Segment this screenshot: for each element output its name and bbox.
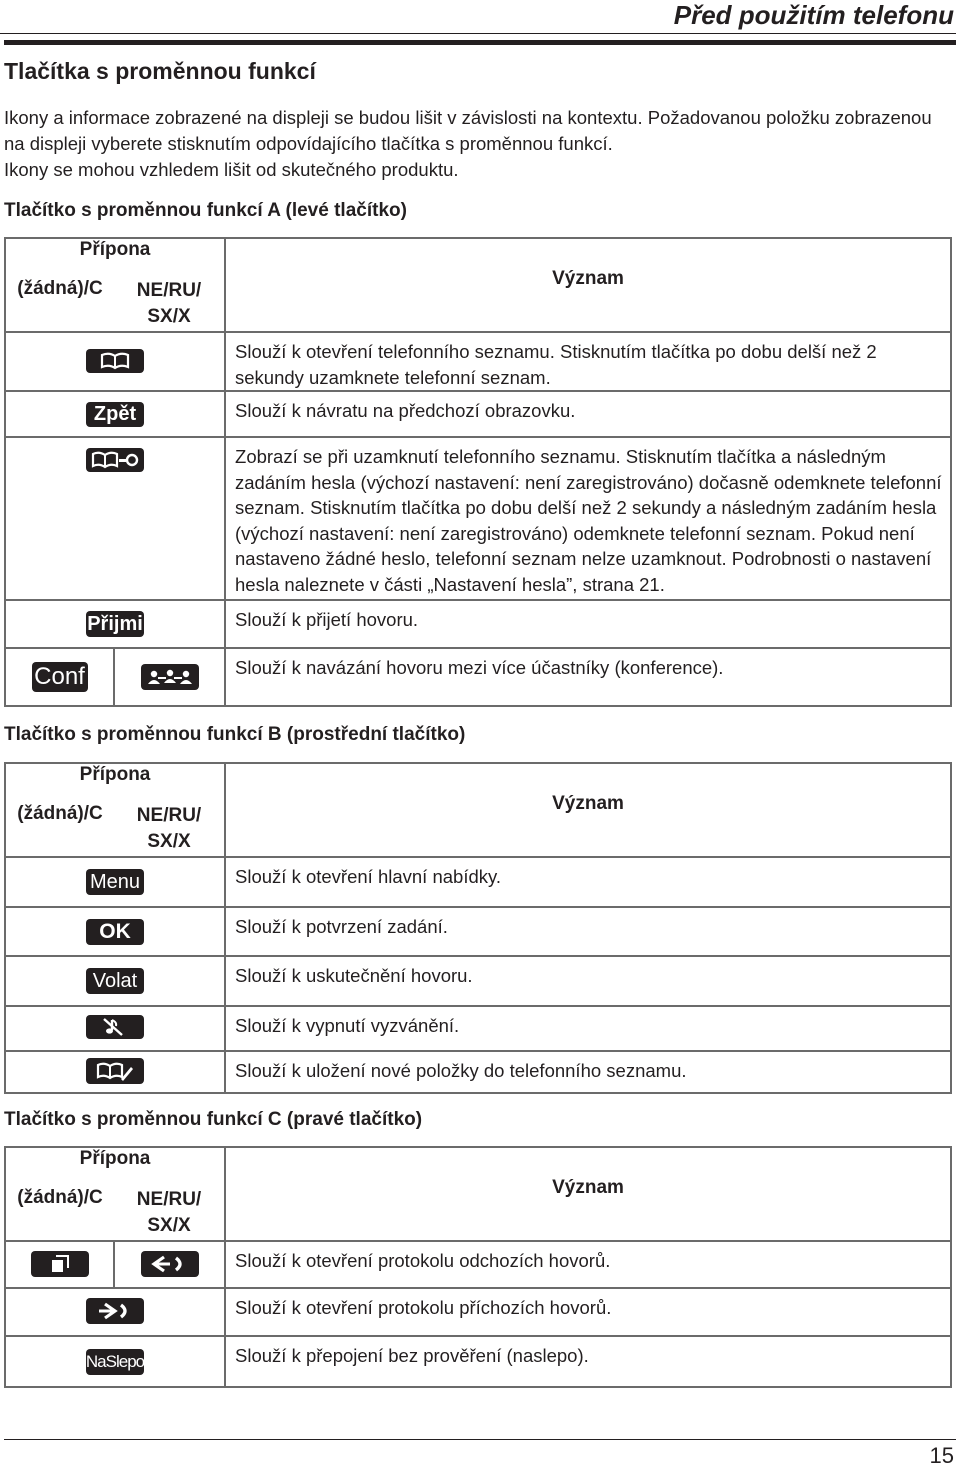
outgoing-log-icon — [141, 1251, 199, 1277]
header-rule — [0, 33, 956, 34]
ok-key-icon: OK — [86, 919, 144, 945]
table-row — [5, 391, 225, 437]
ringer-off-icon — [86, 1015, 144, 1039]
outgoing-log-icon-cell — [114, 1241, 225, 1288]
table-c-title: Tlačítko s proměnnou funkcí C (pravé tlačítko) — [4, 1109, 423, 1130]
header-suffix: Přípona — [5, 763, 225, 797]
header-none-c: (žádná)/C — [5, 1181, 114, 1241]
intro-paragraph-2: Ikony se mohou vzhledem lišit od skutečného produktu. — [4, 159, 459, 180]
table-row — [5, 437, 225, 600]
prijmi-key-icon: Přijmi — [87, 613, 143, 635]
table-row — [5, 857, 225, 907]
header-suffix: Přípona — [5, 238, 225, 272]
meaning-cell: Slouží k uložení nové položky do telefonního seznamu. — [225, 1051, 951, 1093]
meaning-cell: Slouží k otevření protokolu příchozích hovorů. — [225, 1288, 951, 1336]
table-row — [5, 956, 225, 1006]
meaning-cell: Slouží k potvrzení zadání. — [225, 907, 951, 956]
table-row — [5, 1336, 225, 1387]
footer-rule — [4, 1439, 956, 1440]
phonebook-icon — [86, 349, 144, 373]
header-ne-ru — [114, 272, 225, 332]
meaning-cell: Slouží k otevření hlavní nabídky. — [225, 857, 951, 907]
meaning-cell: Zobrazí se při uzamknutí telefonního seznamu. Stisknutím tlačítka a následným zadáním hesla (výchozí nastavení: není zaregistrováno) dočasně odemknete telefonní seznam. Stisknutím tlačítka po dobu delší než 2 sekundy a následným zadáním hesla (výchozí nastavení: není zaregistrováno) odemknete telefonní seznam. Pokud není nastaveno žádné heslo, telefonní seznam nelze uzamknout. Podrobnosti o nastavení hesla naleznete v části „Nastavení hesla”, strana 21. — [225, 437, 951, 600]
header-sx-x-line2: SX/X — [147, 1215, 191, 1236]
table-row — [5, 332, 225, 391]
table-a-title: Tlačítko s proměnnou funkcí A (levé tlačítko) — [4, 200, 407, 221]
conference-icon — [141, 664, 199, 690]
meaning-cell: Slouží k navázání hovoru mezi více účastníky (konference). — [225, 648, 951, 706]
meaning-cell: Slouží k přepojení bez prověření (naslepo). — [225, 1336, 951, 1387]
header-ne-ru-line1: NE/RU/ — [136, 1189, 202, 1210]
header-ne-ru — [114, 797, 225, 857]
table-b — [4, 762, 952, 1094]
meaning-cell: Slouží k otevření protokolu odchozích hovorů. — [225, 1241, 951, 1288]
conference-icon-cell — [114, 648, 225, 706]
table-c — [4, 1146, 952, 1388]
header-none-c: (žádná)/C — [5, 797, 114, 857]
meaning-cell: Slouží k návratu na předchozí obrazovku. — [225, 391, 951, 437]
intro-text — [4, 105, 954, 183]
meaning-cell: Slouží k uskutečnění hovoru. — [225, 956, 951, 1006]
intro-paragraph-1: Ikony a informace zobrazené na displeji se budou lišit v závislosti na kontextu. Požadovanou položku zobrazenou na displeji vyberete stisknutím odpovídajícího tlačítka s proměnnou funkcí. — [4, 107, 932, 154]
header-ne-ru — [114, 1181, 225, 1241]
table-row — [5, 907, 225, 956]
table-row — [5, 1006, 225, 1051]
zpet-key-icon: Zpět — [86, 402, 144, 427]
meaning-cell: Slouží k otevření telefonního seznamu. Stisknutím tlačítka po dobu delší než 2 sekundy uzamknete telefonní seznam. — [225, 332, 951, 391]
outgoing-log-c-icon — [31, 1251, 89, 1277]
header-none-c: (žádná)/C — [5, 272, 114, 332]
table-row — [5, 1288, 225, 1336]
section-title: Tlačítka s proměnnou funkcí — [4, 58, 316, 84]
conf-key-icon: Conf — [32, 662, 88, 692]
table-row — [5, 600, 225, 648]
table-a — [4, 237, 952, 707]
volat-key-icon: Volat — [86, 968, 144, 994]
table-b-title: Tlačítko s proměnnou funkcí B (prostřední tlačítko) — [4, 724, 466, 745]
header-meaning: Význam — [225, 1147, 951, 1241]
header-ne-ru-line1: NE/RU/ — [136, 280, 202, 301]
naslepo-key-icon: NaSlepo — [86, 1349, 144, 1375]
menu-key-icon: Menu — [86, 869, 144, 895]
header-suffix: Přípona — [5, 1147, 225, 1181]
table-row — [5, 1241, 114, 1288]
phonebook-locked-icon — [86, 448, 144, 472]
header-ne-ru-line1: NE/RU/ — [136, 805, 202, 826]
save-phonebook-icon — [86, 1058, 144, 1084]
header-meaning: Význam — [225, 238, 951, 332]
incoming-log-icon — [86, 1298, 144, 1324]
header-bar — [4, 40, 956, 45]
table-row — [5, 1051, 225, 1093]
table-row — [5, 648, 114, 706]
meaning-cell: Slouží k vypnutí vyzvánění. — [225, 1006, 951, 1051]
header-sx-x-line2: SX/X — [147, 306, 191, 327]
running-header: Před použitím telefonu — [673, 0, 954, 30]
header-meaning: Význam — [225, 763, 951, 857]
page-number: 15 — [929, 1443, 954, 1468]
header-sx-x-line2: SX/X — [147, 831, 191, 852]
meaning-cell: Slouží k přijetí hovoru. — [225, 600, 951, 648]
